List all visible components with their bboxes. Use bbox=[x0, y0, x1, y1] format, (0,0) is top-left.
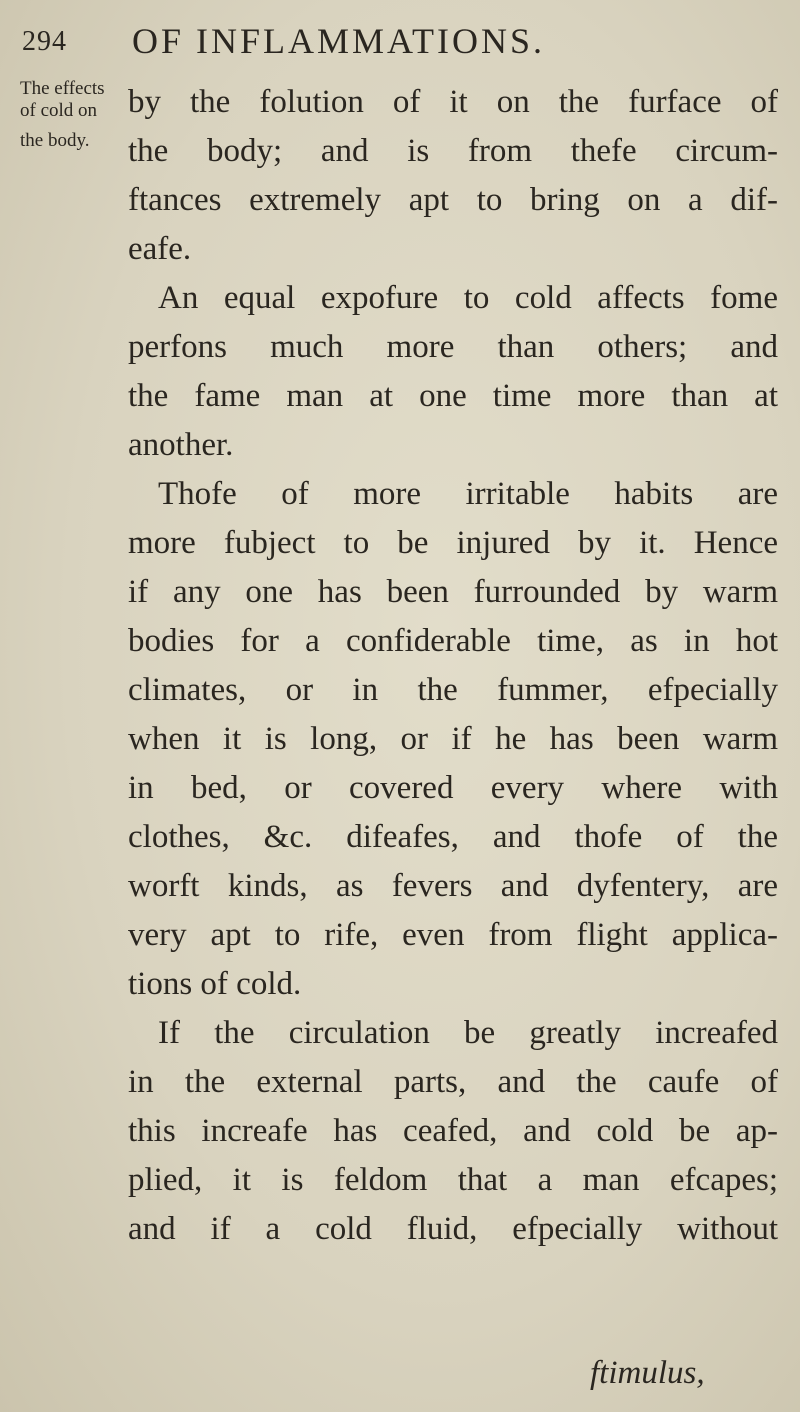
body-text bbox=[128, 78, 778, 1254]
text-line: perfons much more than others; and bbox=[128, 329, 778, 365]
text-line: and if a cold fluid, efpecially without bbox=[128, 1211, 778, 1247]
text-line: plied, it is feldom that a man efcapes; bbox=[128, 1162, 778, 1198]
running-head: OF INFLAMMATIONS. bbox=[132, 21, 546, 61]
text-line: eafe. bbox=[128, 231, 192, 267]
text-line: the fame man at one time more than at bbox=[128, 378, 778, 414]
margin-note-line: the body. bbox=[20, 130, 90, 151]
text-line: in bed, or covered every where with bbox=[128, 770, 778, 806]
text-line: more fubject to be injured by it. Hence bbox=[128, 525, 778, 561]
text-line: Thofe of more irritable habits are bbox=[158, 476, 778, 512]
margin-note-line: The effects bbox=[20, 78, 105, 99]
text-line: in the external parts, and the caufe of bbox=[128, 1064, 778, 1100]
paragraph-4 bbox=[128, 1009, 778, 1254]
text-line: by the folution of it on the furface of bbox=[128, 84, 778, 120]
page-header bbox=[22, 20, 762, 70]
catchword: ftimulus, bbox=[590, 1355, 705, 1391]
paragraph-1 bbox=[128, 78, 778, 274]
text-line: climates, or in the fummer, efpecially bbox=[128, 672, 778, 708]
paragraph-2 bbox=[128, 274, 778, 470]
text-line: clothes, &c. difeafes, and thofe of the bbox=[128, 819, 778, 855]
text-line: bodies for a confiderable time, as in hot bbox=[128, 623, 778, 659]
text-line: ftances extremely apt to bring on a dif- bbox=[128, 182, 778, 218]
margin-note bbox=[20, 78, 120, 152]
text-line: if any one has been furrounded by warm bbox=[128, 574, 778, 610]
text-line: the body; and is from thefe circum- bbox=[128, 133, 778, 169]
page-number: 294 bbox=[22, 26, 67, 57]
text-line: another. bbox=[128, 427, 234, 463]
margin-note-line: of cold on bbox=[20, 100, 98, 121]
text-line: If the circulation be greatly increafed bbox=[158, 1015, 778, 1051]
text-line: tions of cold. bbox=[128, 966, 302, 1002]
text-line: very apt to rife, even from flight applica- bbox=[128, 917, 778, 953]
text-line: worft kinds, as fevers and dyfentery, are bbox=[128, 868, 778, 904]
text-line: when it is long, or if he has been warm bbox=[128, 721, 778, 757]
text-line: this increafe has ceafed, and cold be ap- bbox=[128, 1113, 778, 1149]
paragraph-3 bbox=[128, 470, 778, 1009]
text-line: An equal expofure to cold affects fome bbox=[158, 280, 778, 316]
